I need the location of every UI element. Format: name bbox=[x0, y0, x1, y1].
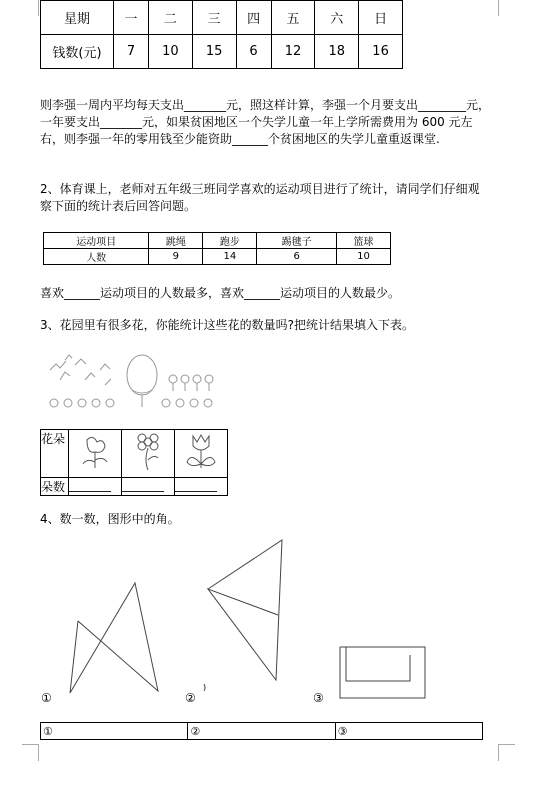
figure-label-2: ② bbox=[185, 691, 196, 705]
angle-answer-table bbox=[40, 722, 483, 740]
table-cell: 踢毽子 bbox=[257, 233, 337, 249]
angle-figures bbox=[40, 535, 480, 710]
table-cell: 跑步 bbox=[203, 233, 257, 249]
table-cell: 钱数(元) bbox=[41, 35, 114, 69]
table-row bbox=[41, 35, 403, 69]
table-cell: 六 bbox=[315, 1, 359, 35]
flower-icon bbox=[122, 430, 174, 474]
table-cell: 日 bbox=[359, 1, 403, 35]
triangle-figure bbox=[208, 540, 282, 680]
table-cell bbox=[175, 430, 228, 478]
table-row bbox=[41, 478, 228, 496]
table-cell bbox=[122, 430, 175, 478]
figure-label-1: ① bbox=[41, 691, 52, 705]
page-corner-mark bbox=[498, 0, 515, 16]
table-cell: 6 bbox=[257, 249, 337, 265]
sports-table bbox=[43, 232, 391, 265]
table-cell: 15 bbox=[192, 35, 236, 69]
table-cell: 14 bbox=[203, 249, 257, 265]
question-4-text: 4、数一数，图形中的角。 bbox=[40, 512, 180, 526]
table-row bbox=[41, 723, 483, 740]
table-cell: 二 bbox=[148, 1, 192, 35]
page-corner-mark bbox=[22, 744, 39, 761]
table-cell: 人数 bbox=[44, 249, 149, 265]
table-cell bbox=[69, 430, 122, 478]
table-cell[interactable]: _______ bbox=[69, 478, 122, 496]
table-cell: 18 bbox=[315, 35, 359, 69]
page-corner-mark bbox=[498, 744, 515, 761]
tulip-icon bbox=[175, 430, 227, 474]
table-cell: 一 bbox=[114, 1, 149, 35]
table-cell[interactable]: _______ bbox=[175, 478, 228, 496]
question-1-text: 则李强一周内平均每天支出_______元，照这样计算，李强一个月要支出________元，一年要支出_______元，如果贫困地区一个失学儿童一年上学所需费用为 600 元左右，则李强一年的零用钱至少能资助______个贫困地区的失学儿童重返课堂. bbox=[40, 98, 491, 146]
table-cell: 星期 bbox=[41, 1, 114, 35]
weekly-money-table bbox=[40, 0, 403, 69]
table-cell: 三 bbox=[192, 1, 236, 35]
question-2-answer: 喜欢______运动项目的人数最多，喜欢______运动项目的人数最少。 bbox=[40, 286, 401, 300]
rectangle-figure bbox=[340, 647, 425, 698]
table-row bbox=[44, 249, 391, 265]
table-row bbox=[44, 233, 391, 249]
table-cell: 花朵 bbox=[41, 430, 69, 478]
question-3-text: 3、花园里有很多花，你能统计这些花的数量吗?把统计结果填入下表。 bbox=[40, 318, 415, 332]
table-cell[interactable]: _______ bbox=[122, 478, 175, 496]
table-cell: 10 bbox=[148, 35, 192, 69]
table-row bbox=[41, 430, 228, 478]
table-cell: 6 bbox=[236, 35, 271, 69]
question-2-text: 2、体育课上，老师对五年级三班同学喜欢的运动项目进行了统计，请同学们仔细观察下面的统计表后回答问题。 bbox=[40, 182, 480, 213]
table-cell[interactable]: ③ bbox=[335, 723, 482, 740]
table-cell: 四 bbox=[236, 1, 271, 35]
table-cell: 篮球 bbox=[336, 233, 390, 249]
table-cell[interactable]: ② bbox=[188, 723, 335, 740]
page-corner-mark bbox=[22, 0, 39, 16]
table-cell: 9 bbox=[149, 249, 203, 265]
bowtie-figure bbox=[70, 583, 158, 693]
table-cell[interactable]: ① bbox=[41, 723, 188, 740]
table-cell: 12 bbox=[271, 35, 315, 69]
table-cell: 7 bbox=[114, 35, 149, 69]
inner-rectangle-figure bbox=[346, 647, 410, 681]
figure-label-3: ③ bbox=[313, 691, 324, 705]
table-cell: 朵数 bbox=[41, 478, 69, 496]
table-cell: 16 bbox=[359, 35, 403, 69]
flower-icon bbox=[69, 430, 121, 474]
garden-illustration bbox=[40, 345, 220, 415]
table-cell: 跳绳 bbox=[149, 233, 203, 249]
table-cell: 10 bbox=[336, 249, 390, 265]
table-cell: 运动项目 bbox=[44, 233, 149, 249]
flower-count-table bbox=[40, 429, 228, 496]
table-cell: 五 bbox=[271, 1, 315, 35]
stray-mark bbox=[204, 684, 205, 691]
table-row bbox=[41, 1, 403, 35]
